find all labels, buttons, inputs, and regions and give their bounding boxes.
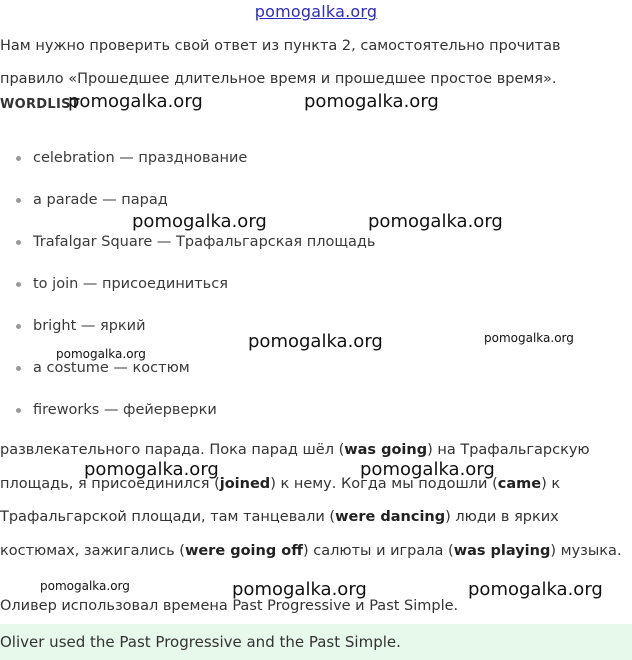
story-paragraph xyxy=(0,434,632,568)
list-item-text: to join — присоединиться xyxy=(33,276,228,292)
list-item xyxy=(0,179,632,221)
story-text: ) к нему. Когда мы подошли ( xyxy=(270,475,498,492)
story-line-3 xyxy=(0,501,632,535)
list-item xyxy=(0,389,632,431)
list-item-text: celebration — празднование xyxy=(33,150,248,166)
story-text: костюмах, зажигались ( xyxy=(0,542,185,559)
verb-highlight: was playing xyxy=(453,542,551,559)
story-text: ) салюты и играла ( xyxy=(303,542,454,559)
verb-highlight: came xyxy=(497,475,542,492)
site-header-link[interactable]: pomogalka.org xyxy=(254,2,378,21)
intro-line-2: правило «Прошедшее длительное время и прошедшее простое время». xyxy=(0,71,557,87)
answer-box: Oliver used the Past Progressive and the Past Simple. xyxy=(0,624,632,660)
verb-highlight: were going off xyxy=(184,542,303,559)
watermark: pomogalka.org xyxy=(468,579,603,600)
bullet-icon xyxy=(16,240,21,245)
bullet-icon xyxy=(16,156,21,161)
list-item-text: Trafalgar Square — Трафальгарская площадь xyxy=(33,234,376,250)
list-item xyxy=(0,221,632,263)
bullet-icon xyxy=(16,282,21,287)
story-text: Трафальгарской площади, там танцевали ( xyxy=(0,509,336,525)
watermark: pomogalka.org xyxy=(40,579,130,593)
list-item xyxy=(0,263,632,305)
watermark: pomogalka.org xyxy=(360,459,495,480)
story-text: развлекательного парада. Пока парад шёл ( xyxy=(0,442,345,458)
story-text: ) люди в ярких xyxy=(445,509,559,525)
watermark: pomogalka.org xyxy=(232,579,367,600)
intro-paragraph xyxy=(0,30,632,96)
story-text: ) музыка. xyxy=(550,542,622,559)
story-text: ) к xyxy=(541,475,561,492)
story-line-4 xyxy=(0,535,632,569)
watermark: pomogalka.org xyxy=(56,347,146,361)
summary-russian: Оливер использовал времена Past Progressive и Past Simple. xyxy=(0,598,459,614)
verb-highlight: was going xyxy=(344,442,428,458)
bullet-icon xyxy=(16,324,21,329)
watermark: pomogalka.org xyxy=(248,331,383,352)
watermark: pomogalka.org xyxy=(68,91,203,112)
intro-line-1: Нам нужно проверить свой ответ из пункта 2, самостоятельно прочитав xyxy=(0,38,561,54)
story-text: площадь, я присоединился ( xyxy=(0,475,220,492)
story-text: ) на Трафальгарскую xyxy=(427,442,590,458)
wordlist xyxy=(0,137,632,431)
list-item-text: bright — яркий xyxy=(33,318,146,334)
bullet-icon xyxy=(16,408,21,413)
watermark: pomogalka.org xyxy=(84,459,219,480)
list-item-text: a costume — костюм xyxy=(33,360,190,376)
list-item xyxy=(0,137,632,179)
watermark: pomogalka.org xyxy=(132,211,267,232)
list-item-text: fireworks — фейерверки xyxy=(33,402,217,418)
verb-highlight: joined xyxy=(219,475,271,492)
watermark: pomogalka.org xyxy=(304,91,439,112)
wordlist-title: WORDLIST xyxy=(0,97,80,112)
verb-highlight: were dancing xyxy=(335,509,446,525)
watermark: pomogalka.org xyxy=(368,211,503,232)
bullet-icon xyxy=(16,198,21,203)
bullet-icon xyxy=(16,366,21,371)
list-item-text: a parade — парад xyxy=(33,192,168,208)
watermark: pomogalka.org xyxy=(484,331,574,345)
